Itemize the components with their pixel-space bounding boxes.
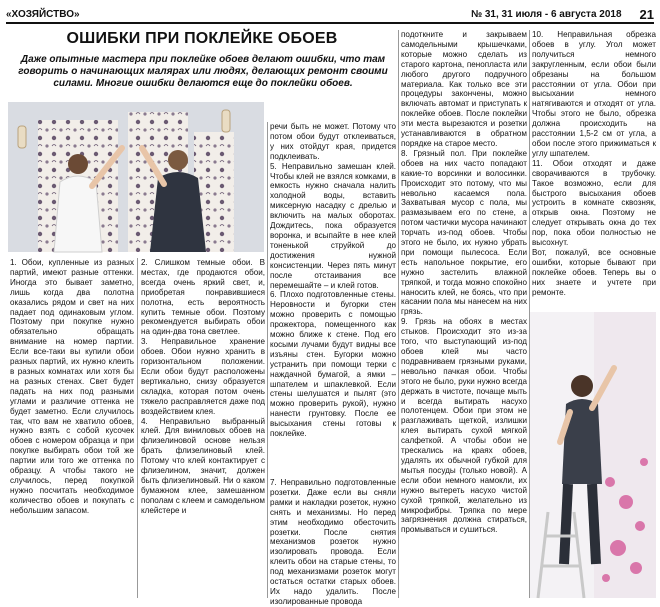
issue-info: № 31, 31 июля - 6 августа 2018 xyxy=(470,8,622,20)
section-name: «ХОЗЯЙСТВО» xyxy=(6,8,80,20)
column-divider xyxy=(137,258,138,598)
article-column-2: 2. Слишком темные обои. В местах, где продаются обои, всегда очень яркий свет, и, приобретая понравившиеся полотна, есть вероятность купить темные обои. Поэтому рекомендуется выбирать обои на один-два тона светлее. 3. Неправильное хранение обоев. Обои нужно хранить в горизонтальном положении. Если обои будут расположены вертикально, снизу образуется складка, которая потом очень тяжело расправляется даже под воздействием клея. 4. Неправильно выбранный клей. Для виниловых обоев на флизелиновой основе нельзя брать флизелиновый клей. Потому что клей контактирует с флизелином, значит, должен быть флизелиновый. Ни о каком бумажном клее, замешанном пополам с клеем и самодельном клейстере и xyxy=(141,258,265,515)
column-divider xyxy=(267,122,268,598)
photo-illustration xyxy=(8,102,264,252)
article-column-4: подоткните и закрываем самодельными крышечками, которые можно сделать из старого картона, пенопласта или любого другого подручного материала. Как только все эти процедуры закончены, можно включать автомат и приступать к поклейке обоев. После поклейки эти места вырезаются и розетки устанавливаются в обратном порядке на старое место. 8. Грязный пол. При поклейке обоев на них часто попадают какие-то ворсинки и волосинки. Происходит это потому, что мы невольно касаемся пола. Захватывая мусор с пола, мы размазываем его по стене, а потом частички мусора начинают торчать из-под обоев. Чтобы этого не было, их нужно убрать при помощи пылесоса. Если есть напольное покрытие, его нужно застелить влажной тряпкой, и тогда можно спокойно наносить клей, не боясь, что при касании пола мы нанесем на них грязь. 9. Грязь на обоях в местах стыков. Происходит это из-за того, что выступающий из-под обоев клей мы часто подравниваем грязными руками, невольно пачкая обои. Чтобы этого не было, руки нужно всегда держать в чистоте, почаще мыть и всегда вытирать насухо полотенцем. Обои при этом не разглаживать щеткой, излишки клея вытирать сухой мягкой салфеткой. А чтобы обои не трескались на краях обоев, удалять их обычной губкой для мытья посуды (только новой). А если обои немного намокли, их нужно вытереть насухо чистой сухой тряпкой, желательно из микрофибры. Тряпка по мере загрязнения должна стираться, промываться и сушиться. xyxy=(401,30,527,535)
header-rule xyxy=(6,22,654,24)
photo-two-women-wallpapering xyxy=(8,102,264,252)
photo-woman-wallpapering xyxy=(530,312,656,598)
article-lead: Даже опытные мастера при поклейке обоев делают ошибки, что там говорить о начинающих малярах или людях, делающих ремонт своими силами. Многие ошибки делаются еще до поклейки обоев. xyxy=(18,54,388,89)
column-divider xyxy=(398,30,399,598)
page-number: 21 xyxy=(639,6,654,22)
article-column-5: 10. Неправильная обрезка обоев в углу. Угол может получиться немного закругленным, если обои были обрезаны на большом расстоянии от угла. Обои при высыхании немного натягиваются и отходят от угла. Чтобы этого не было, обрезка должна происходить на расстоянии 1,5-2 см от угла, а обои после этого прижиматься к углу шпателем. 11. Обои отходят и даже сворачиваются в трубочку. Такое возможно, если для быстрого высыхания обоев устроить в комнате сквозняк, открыв окна. Поэтому не следует открывать окна до тех пор, пока обои полностью не высохнут. Вот, пожалуй, все основные ошибки, которые бывают при поклейке обоев. Теперь вы о них знаете и учтете при ремонте. xyxy=(532,30,656,297)
article-title: ОШИБКИ ПРИ ПОКЛЕЙКЕ ОБОЕВ xyxy=(66,30,338,47)
article-column-3-continued: 7. Неправильно подготовленные розетки. Даже если вы сняли рамки и накладки розеток, нужно снять и механизмы. Но перед этим необходимо обесточить розетки. После снятия механизмов розеток нужно изолировать провода. Если клеить обои на старые стены, то под механизмами розеток могут остаться остатки старых обоев. Их надо удалить. После изолированные провода xyxy=(270,478,396,606)
article-column-1: 1. Обои, купленные из разных партий, имеют разные оттенки. Иногда это бывает заметно, лишь когда два полотна оказались рядом и свет на них падает под одинаковым углом. Поэтому при покупке нужно обязательно обращать внимание на номер партии. Если все-таки вы купили обои разных партий, их нужно клеить в разных комнатах или хотя бы на разных стенах. Свет будет падать на них под разными углами и различие оттенка не будет заметно. Если случилось так, что вам не хватило обоев, нужно взять с собой кусочек обоев с номером образца и при покупке выбирать обои той же партии или того же оттенка по образцу. А чтобы такого не случилось, перед покупкой нужно посчитать необходимое количество обоев и покупать с небольшим запасом. xyxy=(10,258,134,515)
photo-illustration xyxy=(530,312,656,598)
article-column-3: речи быть не может. Потому что потом обои будут отклеиваться, у них отойдут края, придется подклеивать. 5. Неправильно замешан клей. Чтобы клей не взялся комками, в емкость нужно сначала налить холодной воды, вставить миксерную насадку с дрелью и включить на малых оборотах. Дождитесь, пока образуется воронка, и всыпайте в нее клей тоненькой струйкой до достижения нужной консистенции. Через пять минут после отстаивания все перемешайте – и клей готов. 6. Плохо подготовленные стены. Неровности и бугорки стен можно проверить с помощью прожектора, помещенного как можно ближе к стене. Под его косыми лучами будут видны все изъяны стен. Бугорки можно устранить при помощи терки с наждачной бумагой, а ямки – шпателем и шпаклевкой. Если стены шелушатся и пылят (это можно проверить рукой), нужно нанести грунтовку. После ее высыхания стены готовы к поклейке. xyxy=(270,122,396,439)
page-header xyxy=(6,6,654,22)
